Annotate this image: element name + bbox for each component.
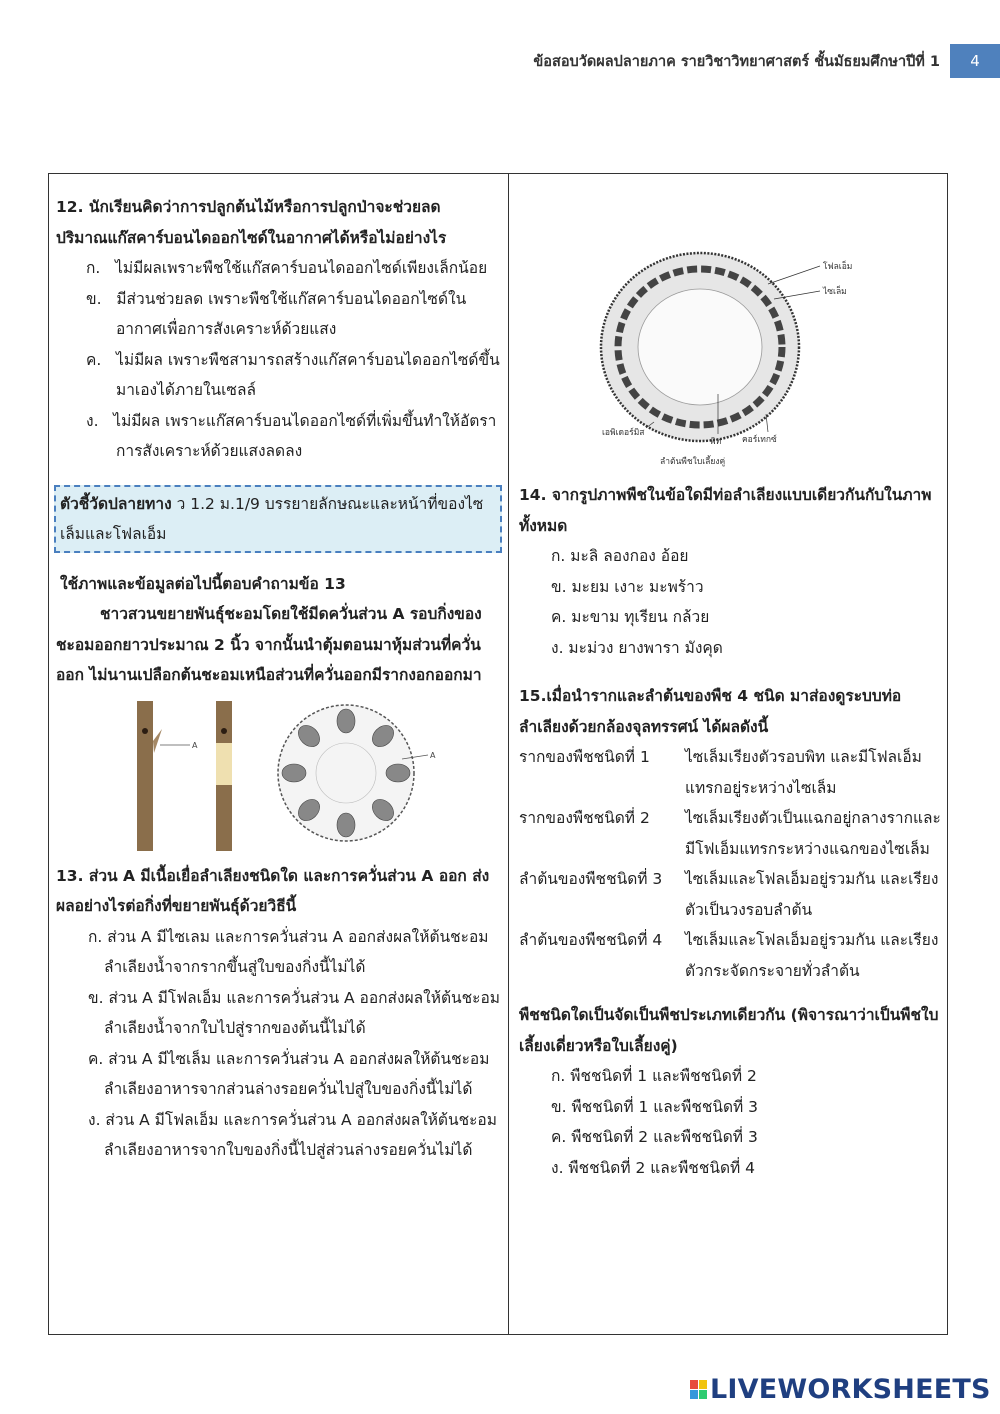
q13-figure xyxy=(56,697,502,857)
q15-question: 15.เมื่อนำรากและลำต้นของพืช 4 ชนิด มาส่องดูระบบท่อลำเลียงด้วยกล้องจุลทรรศน์ ได้ผลดังนี้ xyxy=(519,687,902,736)
q14-option-d[interactable]: ง. มะม่วง ยางพารา มังคุด xyxy=(551,638,723,657)
q14-option-b[interactable]: ข. มะยม เงาะ มะพร้าว xyxy=(551,577,704,596)
q13-passage: ชาวสวนขยายพันธุ์ชะอมโดยใช้มีดควั่นส่วน A รอบกิ่งของชะอมออกยาวประมาณ 2 นิ้ว จากนั้นนำตุ้มตอนมาหุ้มส่วนที่ควั่นออก ไม่นานเปลือกต้นชะอมเหนือส่วนที่ควั่นออกมีรากงอกออกมา xyxy=(56,605,482,684)
label-epidermis: เอพิเดอร์มิส xyxy=(602,428,645,438)
liveworksheets-logo[interactable] xyxy=(690,1374,990,1406)
q13-question: 13. ส่วน A มีเนื้อเยื่อลำเลียงชนิดใด และการควั่นส่วน A ออก ส่งผลอย่างไรต่อกิ่งที่ขยายพันธุ์ด้วยวิธีนี้ xyxy=(56,866,490,915)
q13-option-a[interactable]: ก. ส่วน A มีไซเลม และการควั่นส่วน A ออกส่งผลให้ต้นชะอมลำเลียงน้ำจากรากขึ้นสู่ใบของกิ่งนี้ไม่ได้ xyxy=(88,927,489,976)
q12-option-a[interactable]: ก. ไม่มีผลเพราะพืชใช้แก๊สคาร์บอนไดออกไซด์เพียงเล็กน้อย xyxy=(86,259,488,277)
stem-girdling-illustration xyxy=(132,701,282,851)
label-cortex: คอร์เทกซ์ xyxy=(742,435,777,445)
logo-icon xyxy=(690,1380,708,1400)
q15-row-3: ลำต้นของพืชชนิดที่ 3 ไซเล็มและโฟลเอ็มอยู่รวมกัน และเรียงตัวเป็นวงรอบลำต้น xyxy=(519,870,939,919)
indicator-text: ว 1.2 ม.1/9 บรรยายลักษณะและหน้าที่ของไซเล็มและโฟลเอ็ม xyxy=(60,494,484,543)
q14-option-c[interactable]: ค. มะขาม ทุเรียน กล้วย xyxy=(551,608,710,626)
q13-option-d[interactable]: ง. ส่วน A มีโฟลเอ็ม และการควั่นส่วน A ออกส่งผลให้ต้นชะอมลำเลียงอาหารจากใบของกิ่งนี้ไปสู่ส่วนล่างรอยควั่นไม่ได้ xyxy=(88,1110,497,1159)
q15-option-d[interactable]: ง. พืชชนิดที่ 2 และพืชชนิดที่ 4 xyxy=(551,1158,756,1177)
q12-option-c[interactable]: ค. ไม่มีผล เพราะพืชสามารถสร้างแก๊สคาร์บอนไดออกไซด์ขึ้นมาเองได้ภายในเซลล์ xyxy=(86,350,500,399)
stem-cross-section-small xyxy=(276,697,441,852)
q14-question: 14. จากรูปภาพพืชในข้อใดมีท่อลำเลียงแบบเดียวกันกับในภาพทั้งหมด xyxy=(519,486,932,535)
q12-option-b[interactable]: ข. มีส่วนช่วยลด เพราะพืชใช้แก๊สคาร์บอนไดออกไซด์ในอากาศเพื่อการสังเคราะห์ด้วยแสง xyxy=(86,289,467,338)
left-column xyxy=(56,192,502,1166)
q15-sub-question: พืชชนิดใดเป็นจัดเป็นพืชประเภทเดียวกัน (พิจารณาว่าเป็นพืชใบเลี้ยงเดี่ยวหรือใบเลี้ยงคู่) xyxy=(519,1006,939,1055)
q13-option-c[interactable]: ค. ส่วน A มีไซเล็ม และการควั่นส่วน A ออกส่งผลให้ต้นชะอมลำเลียงอาหารจากส่วนล่างรอยควั่นไปสู่ใบของกิ่งนี้ไม่ได้ xyxy=(88,1049,490,1098)
label-a-stem: A xyxy=(192,740,198,750)
diagram-caption: ลำต้นพืชใบเลี้ยงคู่ xyxy=(660,457,726,467)
q15-row-2: รากของพืชชนิดที่ 2 ไซเล็มเรียงตัวเป็นแฉกอยู่กลางรากและมีโฟเอ็มแทรกระหว่างแฉกของไซเล็ม xyxy=(519,809,941,858)
page-number: 4 xyxy=(950,44,1000,78)
q15-option-b[interactable]: ข. พืชชนิดที่ 1 และพืชชนิดที่ 3 xyxy=(551,1097,759,1116)
column-divider xyxy=(508,173,509,1335)
label-xylem: ไซเล็ม xyxy=(823,287,847,297)
exam-title: ข้อสอบวัดผลปลายภาค รายวิชาวิทยาศาสตร์ ชั้นมัธยมศึกษาปีที่ 1 xyxy=(533,54,940,70)
dicot-stem-diagram xyxy=(590,244,870,470)
q15-option-c[interactable]: ค. พืชชนิดที่ 2 และพืชชนิดที่ 3 xyxy=(551,1128,758,1146)
stem-left xyxy=(137,701,153,851)
q12-question: 12. นักเรียนคิดว่าการปลูกต้นไม้หรือการปลูกป่าจะช่วยลด ปริมาณแก๊สคาร์บอนไดออกไซด์ในอากาศได้หรือไม่อย่างไร xyxy=(56,198,447,247)
q13-intro: ใช้ภาพและข้อมูลต่อไปนี้ตอบคำถามข้อ 13 xyxy=(60,574,346,593)
indicator-box xyxy=(54,485,502,553)
label-pith: พิท xyxy=(710,437,722,447)
q15-row-1: รากของพืชชนิดที่ 1 ไซเล็มเรียงตัวรอบพิท และมีโฟลเอ็มแทรกอยู่ระหว่างไซเล็ม xyxy=(519,748,922,797)
label-phloem: โฟลเอ็ม xyxy=(823,262,853,272)
logo-text: LIVEWORKSHEETS xyxy=(710,1374,991,1405)
q14-option-a[interactable]: ก. มะลิ ลองกอง อ้อย xyxy=(551,547,689,565)
label-a-cross: A xyxy=(430,750,436,760)
q13-option-b[interactable]: ข. ส่วน A มีโฟลเอ็ม และการควั่นส่วน A ออกส่งผลให้ต้นชะอมลำเลียงน้ำจากใบไปสู่รากของต้นนี้ไม่ได้ xyxy=(88,988,500,1037)
q12-option-d[interactable]: ง. ไม่มีผล เพราะแก๊สคาร์บอนไดออกไซด์ที่เพิ่มขึ้นทำให้อัตราการสังเคราะห์ด้วยแสงลดลง xyxy=(86,411,497,460)
q15-row-4: ลำต้นของพืชชนิดที่ 4 ไซเล็มและโฟลเอ็มอยู่รวมกัน และเรียงตัวกระจัดกระจายทั่วลำต้น xyxy=(519,931,939,980)
indicator-label: ตัวชี้วัดปลายทาง xyxy=(60,494,172,513)
q15-option-a[interactable]: ก. พืชชนิดที่ 1 และพืชชนิดที่ 2 xyxy=(551,1067,757,1085)
right-column xyxy=(519,480,943,1183)
